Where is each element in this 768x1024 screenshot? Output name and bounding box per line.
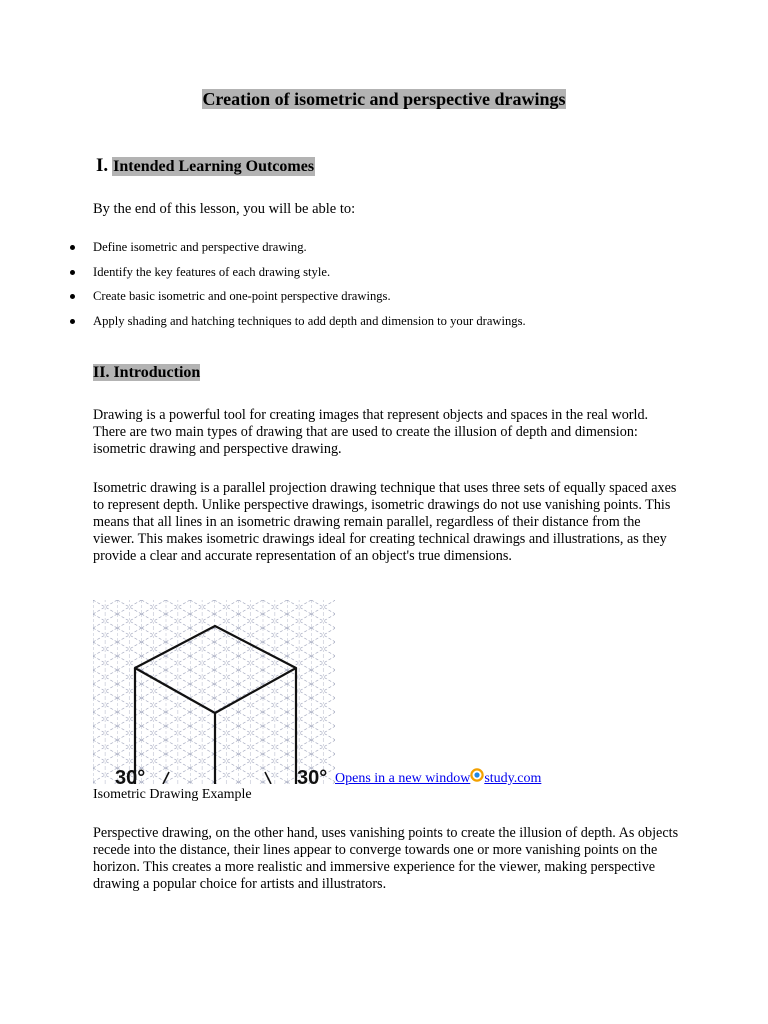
list-item: Create basic isometric and one-point perspective drawings. [0,287,526,312]
isometric-drawing-image [93,600,335,784]
section-number: I. [96,155,109,176]
section-heading-outcomes [96,155,315,177]
paragraph-intro: Drawing is a powerful tool for creating images that represent objects and spaces in the real world. There are two main types of drawing that are used to create the illusion of depth and dimension: isometric drawing and perspective drawing. [93,407,649,457]
document-title [0,88,768,110]
list-item: Define isometric and perspective drawing. [0,238,526,263]
section-title: Intended Learning Outcomes [113,158,315,175]
title-text: Creation of isometric and perspective drawings [202,89,566,109]
list-item: Apply shading and hatching techniques to add depth and dimension to your drawings. [0,312,526,337]
figure-caption: Isometric Drawing Example [93,787,252,802]
angle-label-right: 30° [297,767,328,784]
list-item: Identify the key features of each drawing style. [0,263,526,288]
section-heading-introduction [93,364,200,382]
open-new-window-link[interactable]: Opens in a new window [335,771,471,786]
outcomes-list [0,238,526,337]
paragraph-isometric: Isometric drawing is a parallel projection drawing technique that uses three sets of equally spaced axes to represent depth. Unlike perspective drawings, isometric drawings do not use vanishing points. This means that all lines in an isometric drawing remain parallel, regardless of their distance from the viewer. This makes isometric drawings ideal for creating technical drawings and illustrations, as they provide a clear and accurate representation of an object's true dimensions. [93,480,677,564]
study-com-logo-icon [470,768,484,788]
angle-label-left: 30° [115,767,146,784]
image-source-line [335,770,541,788]
study-com-link[interactable]: study.com [484,771,542,786]
paragraph-perspective: Perspective drawing, on the other hand, uses vanishing points to create the illusion of depth. As objects recede into the distance, their lines appear to converge towards one or more vanishing points on the horizon. This creates a more realistic and immersive experience for the viewer, making perspective drawing a popular choice for artists and illustrators. [93,825,679,892]
intro-sentence: By the end of this lesson, you will be able to: [93,201,356,217]
section-title: II. Introduction [93,364,201,381]
